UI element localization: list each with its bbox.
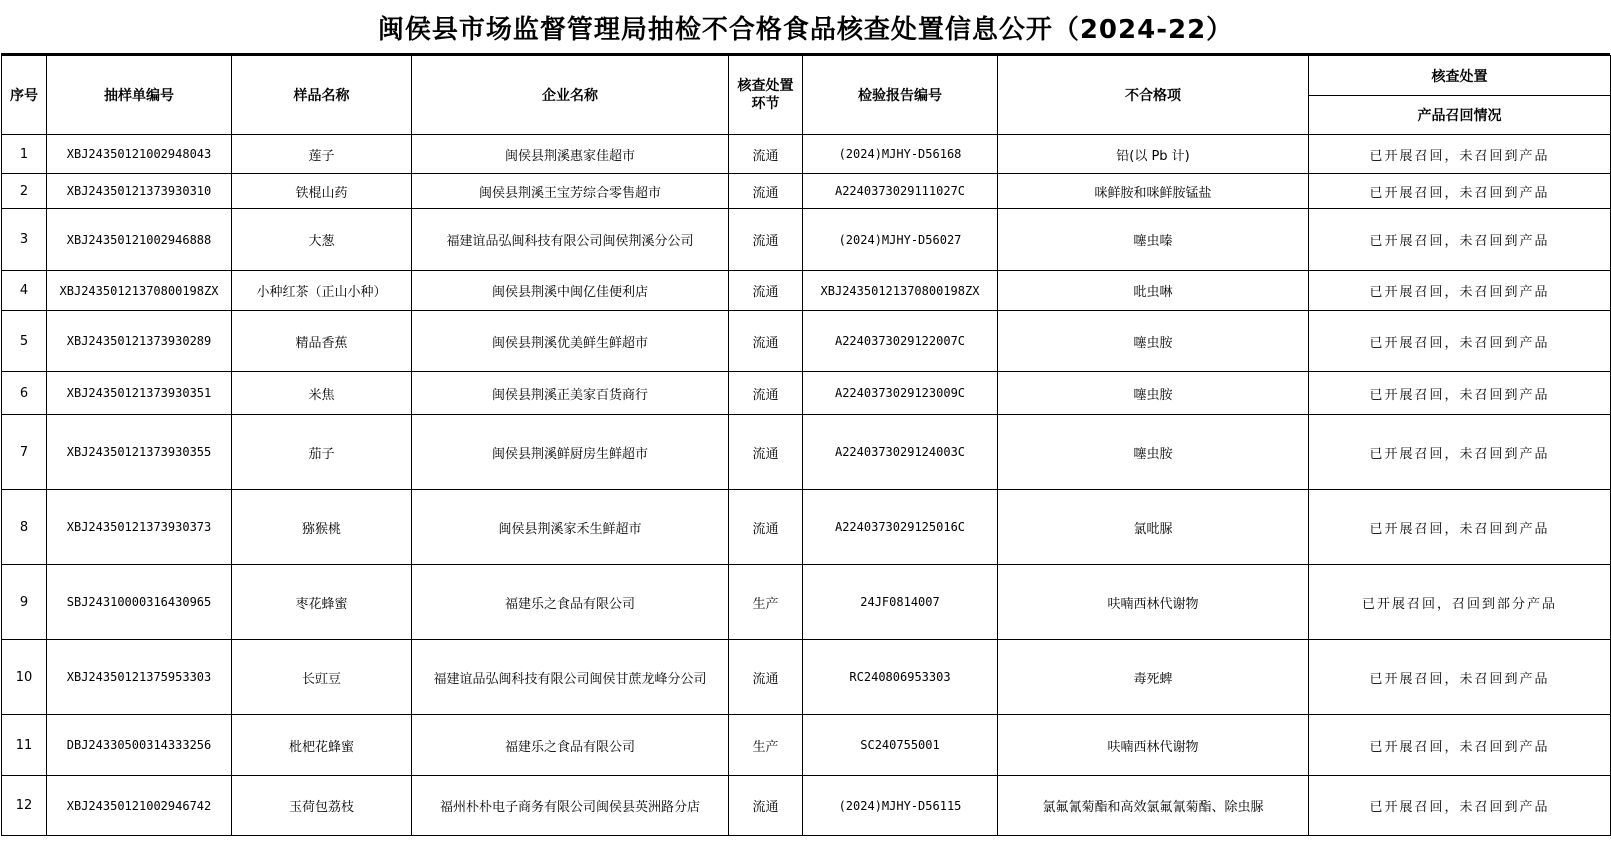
cell-sample-name: 枣花蜂蜜 [232, 565, 412, 640]
cell-failed-item: 氯氟氰菊酯和高效氯氟氰菊酯、除虫脲 [998, 776, 1309, 836]
cell-company: 闽侯县荆溪优美鲜生鲜超市 [412, 311, 729, 372]
cell-company: 闽侯县荆溪正美家百货商行 [412, 372, 729, 415]
cell-sample-name: 猕猴桃 [232, 490, 412, 565]
cell-sample-no: XBJ24350121375953303 [47, 640, 232, 715]
header-report-no: 检验报告编号 [803, 56, 998, 135]
cell-failed-item: 吡虫啉 [998, 271, 1309, 311]
cell-stage: 流通 [729, 174, 803, 209]
cell-sample-no: XBJ24350121373930355 [47, 415, 232, 490]
cell-seq: 7 [2, 415, 47, 490]
cell-sample-name: 茄子 [232, 415, 412, 490]
cell-failed-item: 噻虫嗪 [998, 209, 1309, 271]
cell-seq: 4 [2, 271, 47, 311]
cell-sample-name: 长豇豆 [232, 640, 412, 715]
table-row [2, 174, 1611, 209]
cell-sample-name: 米焦 [232, 372, 412, 415]
table-row [2, 415, 1611, 490]
header-company: 企业名称 [412, 56, 729, 135]
cell-failed-item: 噻虫胺 [998, 415, 1309, 490]
cell-seq: 10 [2, 640, 47, 715]
header-failed-item: 不合格项 [998, 56, 1309, 135]
cell-report-no: (2024)MJHY-D56115 [803, 776, 998, 836]
cell-report-no: A2240373029123009C [803, 372, 998, 415]
cell-seq: 11 [2, 715, 47, 776]
table-header [2, 56, 1611, 135]
cell-stage: 流通 [729, 490, 803, 565]
cell-seq: 12 [2, 776, 47, 836]
cell-recall: 已开展召回，未召回到产品 [1309, 135, 1611, 174]
header-stage: 核查处置环节 [729, 56, 803, 135]
cell-report-no: A2240373029122007C [803, 311, 998, 372]
cell-stage: 流通 [729, 640, 803, 715]
cell-company: 福建谊品弘闽科技有限公司闽侯甘蔗龙峰分公司 [412, 640, 729, 715]
cell-sample-name: 玉荷包荔枝 [232, 776, 412, 836]
cell-company: 福建乐之食品有限公司 [412, 565, 729, 640]
cell-report-no: (2024)MJHY-D56027 [803, 209, 998, 271]
table-row [2, 776, 1611, 836]
cell-company: 闽侯县荆溪惠家佳超市 [412, 135, 729, 174]
cell-sample-name: 小种红茶（正山小种） [232, 271, 412, 311]
table-row [2, 311, 1611, 372]
header-recall: 产品召回情况 [1309, 96, 1611, 135]
cell-stage: 流通 [729, 271, 803, 311]
cell-seq: 3 [2, 209, 47, 271]
header-sample-name: 样品名称 [232, 56, 412, 135]
cell-sample-no: DBJ24330500314333256 [47, 715, 232, 776]
cell-report-no: (2024)MJHY-D56168 [803, 135, 998, 174]
table-row [2, 565, 1611, 640]
cell-failed-item: 噻虫胺 [998, 372, 1309, 415]
cell-sample-name: 精品香蕉 [232, 311, 412, 372]
table-row [2, 490, 1611, 565]
header-sample-no: 抽样单编号 [47, 56, 232, 135]
cell-sample-no: XBJ24350121002948043 [47, 135, 232, 174]
disposal-table [1, 55, 1611, 836]
table-row [2, 135, 1611, 174]
cell-report-no: A2240373029125016C [803, 490, 998, 565]
cell-stage: 流通 [729, 776, 803, 836]
cell-sample-no: XBJ24350121370800198ZX [47, 271, 232, 311]
table-body [2, 135, 1611, 836]
cell-report-no: 24JF0814007 [803, 565, 998, 640]
cell-recall: 已开展召回，未召回到产品 [1309, 271, 1611, 311]
cell-seq: 1 [2, 135, 47, 174]
cell-stage: 流通 [729, 415, 803, 490]
cell-company: 闽侯县荆溪鲜厨房生鲜超市 [412, 415, 729, 490]
cell-company: 福建乐之食品有限公司 [412, 715, 729, 776]
cell-seq: 6 [2, 372, 47, 415]
cell-stage: 生产 [729, 715, 803, 776]
cell-seq: 8 [2, 490, 47, 565]
cell-company: 闽侯县荆溪家禾生鲜超市 [412, 490, 729, 565]
cell-stage: 流通 [729, 372, 803, 415]
header-disposal: 核查处置 [1309, 56, 1611, 96]
cell-sample-no: XBJ24350121373930351 [47, 372, 232, 415]
cell-recall: 已开展召回，未召回到产品 [1309, 174, 1611, 209]
cell-seq: 2 [2, 174, 47, 209]
cell-sample-name: 枇杷花蜂蜜 [232, 715, 412, 776]
cell-sample-name: 莲子 [232, 135, 412, 174]
cell-company: 闽侯县荆溪王宝芳综合零售超市 [412, 174, 729, 209]
cell-seq: 5 [2, 311, 47, 372]
table-row [2, 209, 1611, 271]
cell-sample-no: XBJ24350121373930310 [47, 174, 232, 209]
cell-failed-item: 咪鲜胺和咪鲜胺锰盐 [998, 174, 1309, 209]
cell-sample-no: SBJ24310000316430965 [47, 565, 232, 640]
cell-recall: 已开展召回，未召回到产品 [1309, 640, 1611, 715]
cell-recall: 已开展召回，未召回到产品 [1309, 490, 1611, 565]
cell-sample-name: 铁棍山药 [232, 174, 412, 209]
cell-recall: 已开展召回，未召回到产品 [1309, 209, 1611, 271]
cell-recall: 已开展召回，未召回到产品 [1309, 715, 1611, 776]
cell-sample-no: XBJ24350121002946742 [47, 776, 232, 836]
cell-stage: 流通 [729, 311, 803, 372]
cell-company: 福州朴朴电子商务有限公司闽侯县英洲路分店 [412, 776, 729, 836]
cell-seq: 9 [2, 565, 47, 640]
cell-sample-no: XBJ24350121002946888 [47, 209, 232, 271]
cell-recall: 已开展召回，未召回到产品 [1309, 372, 1611, 415]
cell-report-no: A2240373029111027C [803, 174, 998, 209]
table-row [2, 271, 1611, 311]
cell-company: 福建谊品弘闽科技有限公司闽侯荆溪分公司 [412, 209, 729, 271]
header-seq: 序号 [2, 56, 47, 135]
cell-failed-item: 铅(以 Pb 计) [998, 135, 1309, 174]
table-row [2, 372, 1611, 415]
cell-recall: 已开展召回，未召回到产品 [1309, 776, 1611, 836]
cell-stage: 流通 [729, 209, 803, 271]
cell-sample-no: XBJ24350121373930373 [47, 490, 232, 565]
cell-failed-item: 噻虫胺 [998, 311, 1309, 372]
table-row [2, 715, 1611, 776]
table-row [2, 640, 1611, 715]
cell-report-no: RC240806953303 [803, 640, 998, 715]
cell-sample-no: XBJ24350121373930289 [47, 311, 232, 372]
cell-report-no: XBJ24350121370800198ZX [803, 271, 998, 311]
cell-recall: 已开展召回，未召回到产品 [1309, 415, 1611, 490]
cell-failed-item: 呋喃西林代谢物 [998, 565, 1309, 640]
page-title: 闽侯县市场监督管理局抽检不合格食品核查处置信息公开（2024-22） [1, 1, 1610, 55]
cell-stage: 生产 [729, 565, 803, 640]
cell-failed-item: 呋喃西林代谢物 [998, 715, 1309, 776]
cell-sample-name: 大葱 [232, 209, 412, 271]
cell-report-no: SC240755001 [803, 715, 998, 776]
cell-recall: 已开展召回，召回到部分产品 [1309, 565, 1611, 640]
cell-failed-item: 氯吡脲 [998, 490, 1309, 565]
cell-report-no: A2240373029124003C [803, 415, 998, 490]
cell-recall: 已开展召回，未召回到产品 [1309, 311, 1611, 372]
cell-stage: 流通 [729, 135, 803, 174]
cell-failed-item: 毒死蜱 [998, 640, 1309, 715]
cell-company: 闽侯县荆溪中闽亿佳便利店 [412, 271, 729, 311]
